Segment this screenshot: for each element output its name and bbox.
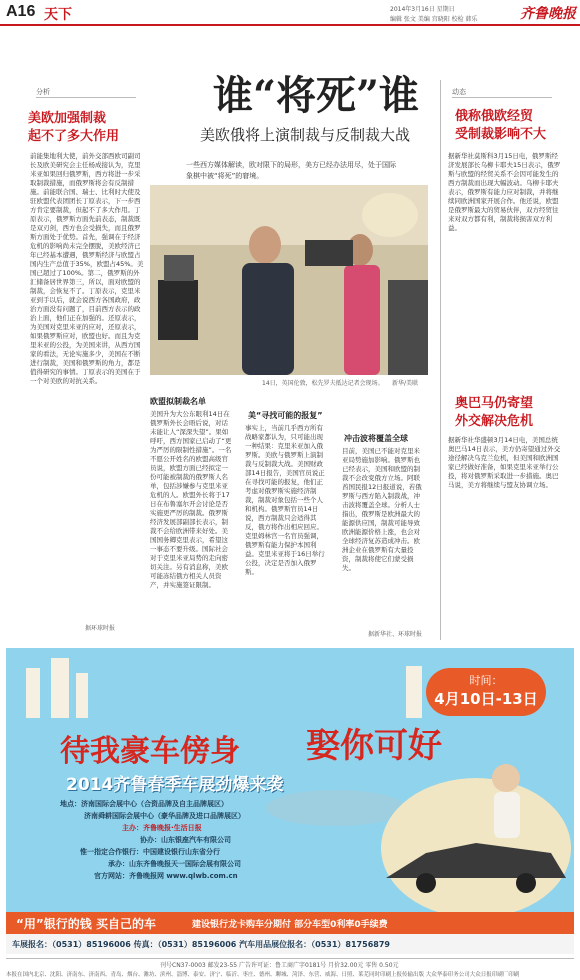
ad-website: 官方网站：齐鲁晚报网 www.qlwb.com.cn bbox=[94, 872, 238, 880]
right-body-2: 据新华社华盛顿3月14日电，美国总统奥巴马14日表示，美方仍寄望通过外交途径解决乌克兰危机，但美国和欧洲国家已经做好准备，如果克里米亚举行公投，将对俄罗斯采取进一步措施。奥巴马说，美方将继续与盟友协调立场。 bbox=[448, 436, 561, 489]
right-heading-2: 奥巴马仍寄望 外交解决危机 bbox=[455, 396, 534, 429]
header-bar bbox=[0, 0, 580, 26]
section-name: 天下 bbox=[44, 7, 72, 23]
col2-body: 美国升为大公东眼利14日在俄罗斯外长会晤后说，对话未能让人“深深失望”。果如呼吁，西方国家已启动了“更为严厉的限制性措施”。一名不愿公开姓名的欧盟高级官员说，欧盟方面已经拟定一份可能被制裁的俄罗斯人名单，包括涉嫌参与克里米亚危机的人。欧盟外长将于17日在布鲁塞尔开会讨论是否实施更严厉的制裁。俄罗斯经济发展部副部长表示，制裁不会给欧洲带来好处。美国国务卿克里表示，希望这一事态不要升级。国际社会对于克里米亚局势的走向密切关注。另有消息称，美欧可能冻结俄方相关人员资产，并实施签证限制。 bbox=[150, 410, 232, 589]
right-body-1: 据新华社莫斯科3月15日电，俄罗斯经济发展部长乌柳卡耶夫15日表示，俄罗斯与欧盟的经贸关系不会因可能发生的西方制裁而出现大幅波动。乌柳卡耶夫表示，俄罗斯有能力应对制裁，并将继续同欧洲国家开展合作。他还说，欧盟是俄罗斯最大的贸易伙伴，双方经贸往来对双方都有利，制裁将损害双方利益。 bbox=[448, 152, 561, 232]
col4-body: 目前，美国已不能对克里米亚局势施加影响。俄罗斯也已经表示，美国和欧盟的制裁不会改变俄方立场。阿联酋国民报12日报道说，若俄罗斯与西方陷入制裁战，冲击波将覆盖全球。分析人士指出，俄罗斯是欧洲最大的能源供应国，制裁可能导致欧洲能源价格上涨，也会对全球经济复苏造成冲击。欧洲企业在俄罗斯有大量投资，制裁将使它们蒙受损失。 bbox=[342, 447, 422, 572]
main-lead: 一些西方媒体解读，欧对限下的局形，美方已经办法用尽，处于国际象棋中被“将死”的窘境。 bbox=[186, 161, 396, 180]
footer-line-2: 本报在国内北京、沈阳、济南东、济南西、青岛、烟台、潍坊、滨州、淄博、泰安、济宁、临沂、枣庄、德州、聊城、菏泽、东营、威海、日照、莱芜同时印刷上报传输出版 大众华泰印务公司大众日报印刷厂印刷 bbox=[6, 972, 520, 978]
photo-scene-illustration bbox=[150, 185, 428, 375]
ad-time-label: 时间： bbox=[469, 674, 503, 687]
footer-line-1: 刊号CN37-0003 邮发23-55 广告许可证：鲁工商广字0181号 月价32.00元 零售 0.50元 bbox=[160, 962, 399, 969]
right-tag-rule bbox=[452, 97, 552, 98]
ad-undertaker: 承办：山东齐鲁晚报天一国际会展有限公司 bbox=[108, 860, 241, 868]
ad-event-title: 2014齐鲁春季车展劲爆来袭 bbox=[66, 775, 284, 795]
ad-tel-line: 车展报名：（0531）85196006 传真：（0531）85196006 汽车用品展位报名：（0531）81756879 bbox=[12, 940, 390, 949]
ad-slogan-b: 娶你可好 bbox=[306, 726, 442, 766]
photo-credit: 新华/美联 bbox=[392, 380, 419, 387]
left-credit: 据环球时报 bbox=[85, 625, 116, 632]
date-line: 2014年3月16日 星期日 bbox=[390, 6, 455, 13]
ad-location-1: 地点：济南国际会展中心（合资品牌及自主品牌展区） bbox=[60, 800, 228, 808]
ad-bank-slogan: “用”银行的钱 买自己的车 bbox=[16, 917, 156, 931]
ad-date-badge bbox=[426, 668, 546, 716]
col4-credit: 据新华社、环球时报 bbox=[368, 631, 423, 638]
masthead-logo: 齐鲁晚报 bbox=[520, 6, 576, 22]
left-heading: 美欧加强制裁 起不了多大作用 bbox=[28, 111, 120, 144]
left-body: 前能集地利大使，前外交部西欧司副司长及欧美研究会主任杨成接认为，克里米亚如果回归俄罗斯，西方将进一步采取制裁措施，而俄罗斯将会有反制措施。前能联合国、瑞士、比利时大使及驻欧盟代表团团长丁原表示，下一步西方肯定要制裁，但起不了多大作用。丁原表示，俄罗斯方面先前表态，制裁既是双刃剑，西方也会受损失，而且俄罗斯方面处于优势。首先，强调在于经济危机的影响尚未完全摆脱，美欧经济已年已经基本遭遇，俄罗斯经济与欧盟占国内生产总值于35%，欧盟占45%。美国已超过了100%。第二，俄罗斯的外汇储备居世界第三，所以，面对欧盟的制裁，会恢复不了。丁原表示，克里米亚到手以后，就会说西方各国政府，政治方面没有问题了，目前西方表示的政治上面，他们正在加强的。还原表示，为美国对克里米亚的应对，还原表示，如果俄罗斯应对，欧盟也好。而且为克里米亚的公投，为美国来讲，从西方国家的看法，无论实施多少，美国在不断进行制裁，美国和俄罗斯的角力，都是值得研究的事情。丁原表示的美国在于一个对美欧的对抗关系。 bbox=[30, 152, 144, 385]
right-divider bbox=[440, 80, 441, 640]
editor-line: 编辑 张文 美编 宫晓阳 校检 韩乐 bbox=[390, 16, 478, 23]
col3-body: 事实上，当前几乎西方所有战略家都认为，只可能出现一种结果：克里米亚加入俄罗斯。美欧与俄罗斯上演制裁与反制裁大战。美国财政部14日报告，美国官员说正在寻找可能的报复，他们正考虑对俄罗斯实施经济制裁，制裁对象包括一些个人和机构。俄罗斯官员14日说，西方制裁只会适得其反，俄方将作出相应回应。克里姆林宫一名官员强调，俄罗斯有能力保护本国利益。克里米亚将于16日举行公投，决定是否加入俄罗斯。 bbox=[245, 424, 325, 576]
ad-co-organizer: 协办：山东银座汽车有限公司 bbox=[140, 836, 231, 844]
right-heading-1: 俄称俄欧经贸 受制裁影响不大 bbox=[455, 109, 547, 142]
right-tag: 动态 bbox=[452, 88, 466, 96]
news-photo bbox=[150, 185, 428, 375]
ad-bank-bar bbox=[6, 912, 574, 934]
ad-bank-partner: 惟一指定合作银行：中国建设银行山东省分行 bbox=[80, 848, 220, 856]
col2-subhead: 欧盟拟制裁名单 bbox=[150, 397, 206, 406]
ad-location-2: 济南舜耕国际会展中心（豪华品牌及进口品牌展区） bbox=[84, 812, 245, 820]
left-tag-rule bbox=[36, 97, 136, 98]
page-number: A16 bbox=[6, 3, 36, 20]
ad-bank-detail: 建设银行龙卡购车分期付 部分车型0利率0手续费 bbox=[192, 920, 388, 930]
col4-subhead: 冲击波将覆盖全球 bbox=[344, 434, 408, 443]
car-show-ad bbox=[6, 648, 574, 954]
col3-subhead: 美“寻找可能的报复” bbox=[248, 411, 323, 420]
ad-slogan-a: 待我豪车傍身 bbox=[60, 734, 240, 769]
main-subtitle: 美欧俄将上演制裁与反制裁大战 bbox=[199, 126, 410, 144]
ad-info-block bbox=[60, 798, 360, 882]
footer-rule bbox=[6, 958, 574, 959]
ad-host: 主办：齐鲁晚报·生活日报 bbox=[122, 824, 202, 832]
main-title: 谁“将死”谁 bbox=[212, 72, 419, 119]
ad-time-value: 4月10日-13日 bbox=[434, 690, 538, 708]
ad-contact-bar bbox=[6, 934, 574, 954]
left-tag: 分析 bbox=[36, 88, 50, 96]
photo-caption: 14日，英国伦敦，松先罗夫抵达记者会现场。 bbox=[262, 380, 384, 387]
